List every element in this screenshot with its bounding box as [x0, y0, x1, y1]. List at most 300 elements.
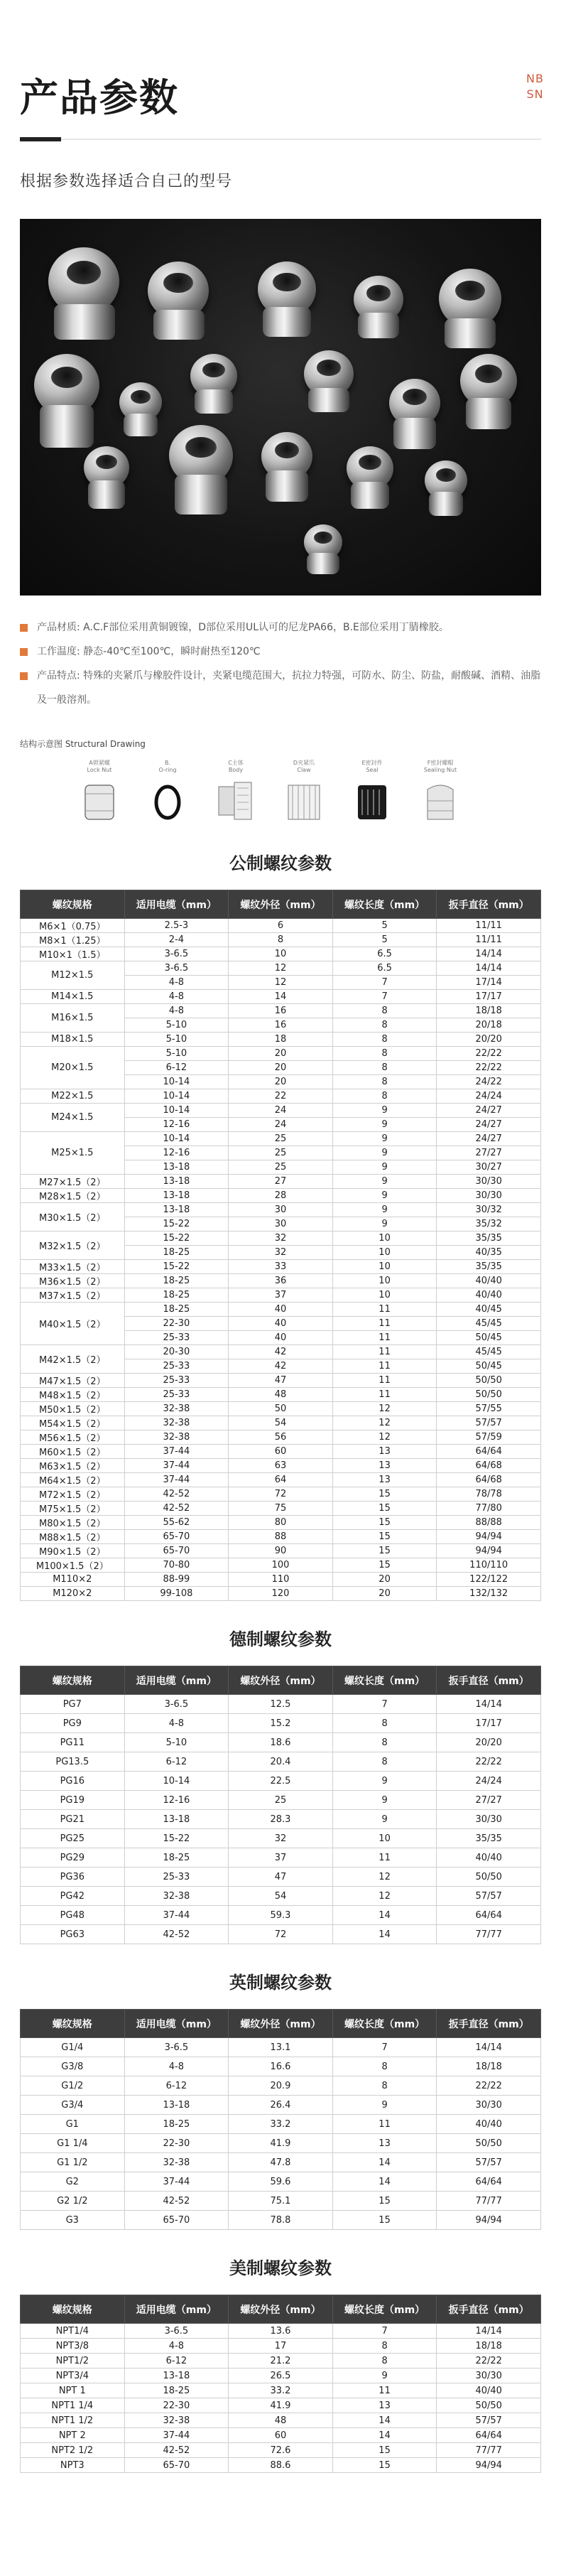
header-divider [20, 139, 541, 140]
part-code: D夹紧爪 [293, 760, 315, 766]
cable-range-cell: 4-8 [124, 1004, 229, 1018]
outer-diameter-cell: 56 [229, 1430, 333, 1445]
cable-range-cell: 25-33 [124, 1359, 229, 1374]
wrench-size-cell: 94/94 [437, 2211, 541, 2230]
bullet-icon [20, 648, 28, 656]
column-header: 适用电缆（mm） [124, 890, 229, 919]
cable-range-cell: 18-25 [124, 2383, 229, 2398]
table-row [21, 1925, 541, 1944]
table-row [21, 961, 541, 976]
outer-diameter-cell: 75 [229, 1502, 333, 1516]
structure-drawing [0, 712, 561, 825]
outer-diameter-cell: 32 [229, 1246, 333, 1260]
outer-diameter-cell: 26.4 [229, 2096, 333, 2115]
claw-icon [284, 780, 324, 825]
column-header: 螺纹规格 [21, 2010, 125, 2038]
wrench-size-cell: 77/80 [437, 1502, 541, 1516]
cable-range-cell: 25-33 [124, 1331, 229, 1345]
wrench-size-cell: 50/50 [437, 1868, 541, 1887]
cable-range-cell: 10-14 [124, 1772, 229, 1791]
cable-range-cell: 42-52 [124, 1925, 229, 1944]
wrench-size-cell: 77/77 [437, 2192, 541, 2211]
cable-range-cell: 55-62 [124, 1516, 229, 1530]
table-row [21, 919, 541, 933]
table-row [21, 1189, 541, 1203]
thread-spec-cell: PG16 [21, 1772, 125, 1791]
cable-range-cell: 13-18 [124, 1189, 229, 1203]
wrench-size-cell: 22/22 [437, 1061, 541, 1075]
wrench-size-cell: 94/94 [437, 1530, 541, 1544]
table-row [21, 2398, 541, 2413]
thread-length-cell: 9 [332, 1132, 437, 1146]
cable-range-cell: 4-8 [124, 2339, 229, 2354]
cable-range-cell: 5-10 [124, 1018, 229, 1033]
wrench-size-cell: 64/68 [437, 1459, 541, 1473]
thread-spec-cell: PG48 [21, 1906, 125, 1925]
thread-spec-cell: PG13.5 [21, 1752, 125, 1772]
thread-length-cell: 11 [332, 1317, 437, 1331]
outer-diameter-cell: 33.2 [229, 2383, 333, 2398]
outer-diameter-cell: 26.5 [229, 2368, 333, 2383]
thread-length-cell: 7 [332, 1695, 437, 1714]
table-row [21, 1829, 541, 1848]
column-header: 扳手直径（mm） [437, 1666, 541, 1695]
outer-diameter-cell: 100 [229, 1558, 333, 1573]
thread-spec-cell: NPT1/4 [21, 2324, 125, 2339]
thread-spec-cell: M47×1.5（2） [21, 1374, 125, 1388]
table-row [21, 1906, 541, 1925]
seal-icon [352, 780, 392, 825]
cable-range-cell: 10-14 [124, 1089, 229, 1104]
thread-length-cell: 11 [332, 1848, 437, 1868]
cable-gland-image [266, 470, 308, 502]
outer-diameter-cell: 37 [229, 1288, 333, 1303]
wrench-size-cell: 24/27 [437, 1132, 541, 1146]
table-row [21, 1274, 541, 1288]
wrench-size-cell: 17/14 [437, 976, 541, 990]
thread-spec-cell: M54×1.5（2） [21, 1416, 125, 1430]
cable-range-cell: 12-16 [124, 1118, 229, 1132]
cable-gland-image [466, 398, 511, 429]
thread-spec-cell: M110×2 [21, 1573, 125, 1587]
feature-tag: 产品材质: [37, 622, 80, 633]
table-row [21, 1530, 541, 1544]
thread-spec-cell: NPT1/2 [21, 2354, 125, 2368]
metric-section-title: 公制螺纹参数 [229, 853, 332, 873]
body-icon [216, 780, 256, 825]
outer-diameter-cell: 72.6 [229, 2443, 333, 2458]
table-row [21, 1388, 541, 1402]
column-header: 扳手直径（mm） [437, 2295, 541, 2324]
wrench-size-cell: 50/50 [437, 1374, 541, 1388]
cable-range-cell: 10-14 [124, 1132, 229, 1146]
part-code: C主体 [228, 760, 244, 766]
thread-spec-cell: M14×1.5 [21, 990, 125, 1004]
cable-range-cell: 5-10 [124, 1033, 229, 1047]
cable-range-cell: 3-6.5 [124, 1695, 229, 1714]
thread-length-cell: 7 [332, 2038, 437, 2057]
thread-length-cell: 12 [332, 1887, 437, 1906]
page-bottom-spacer [0, 2473, 561, 2487]
wrench-size-cell: 40/40 [437, 2383, 541, 2398]
feature-text: A.C.F部位采用黄铜镀镍，D部位采用UL认可的尼龙PA66，B.E部位采用丁腈橡胶。 [83, 622, 449, 633]
thread-length-cell: 15 [332, 1487, 437, 1502]
feature-tag: 产品特点: [37, 670, 80, 681]
table-row [21, 2172, 541, 2192]
outer-diameter-cell: 10 [229, 947, 333, 961]
table-row [21, 2153, 541, 2172]
wrench-size-cell: 18/18 [437, 1004, 541, 1018]
table-row [21, 2076, 541, 2096]
cable-range-cell: 6-12 [124, 1061, 229, 1075]
part-en: Seal [366, 767, 378, 773]
outer-diameter-cell: 16 [229, 1018, 333, 1033]
thread-length-cell: 9 [332, 1189, 437, 1203]
table-row [21, 1573, 541, 1587]
cable-range-cell: 15-22 [124, 1232, 229, 1246]
cable-range-cell: 18-25 [124, 2115, 229, 2134]
wrench-size-cell: 40/40 [437, 2115, 541, 2134]
outer-diameter-cell: 24 [229, 1104, 333, 1118]
thread-length-cell: 11 [332, 1345, 437, 1359]
table-row [21, 1232, 541, 1246]
outer-diameter-cell: 12 [229, 961, 333, 976]
thread-length-cell: 5 [332, 919, 437, 933]
thread-spec-cell: M80×1.5（2） [21, 1516, 125, 1530]
column-header: 螺纹外径（mm） [229, 2010, 333, 2038]
table-row [21, 2383, 541, 2398]
thread-spec-cell: PG29 [21, 1848, 125, 1868]
outer-diameter-cell: 75.1 [229, 2192, 333, 2211]
thread-length-cell: 20 [332, 1587, 437, 1601]
wrench-size-cell: 24/22 [437, 1075, 541, 1089]
table-row [21, 1260, 541, 1274]
wrench-size-cell: 64/68 [437, 1473, 541, 1487]
cable-range-cell: 12-16 [124, 1791, 229, 1810]
wrench-size-cell: 18/18 [437, 2057, 541, 2076]
thread-spec-cell: M28×1.5（2） [21, 1189, 125, 1203]
feature-text: 静态-40℃至100℃，瞬时耐热至120℃ [83, 646, 261, 657]
table-row [21, 1714, 541, 1733]
table-row [21, 2368, 541, 2383]
cable-range-cell: 2-4 [124, 933, 229, 947]
cable-gland-image [54, 304, 115, 340]
wrench-size-cell: 94/94 [437, 1544, 541, 1558]
outer-diameter-cell: 40 [229, 1331, 333, 1345]
wrench-size-cell: 50/45 [437, 1331, 541, 1345]
outer-diameter-cell: 48 [229, 2413, 333, 2428]
wrench-size-cell: 64/64 [437, 1445, 541, 1459]
table-header-row [21, 2295, 541, 2324]
thread-length-cell: 14 [332, 1925, 437, 1944]
outer-diameter-cell: 48 [229, 1388, 333, 1402]
thread-length-cell: 14 [332, 2172, 437, 2192]
cable-range-cell: 42-52 [124, 2443, 229, 2458]
thread-length-cell: 8 [332, 1089, 437, 1104]
outer-diameter-cell: 17 [229, 2339, 333, 2354]
thread-spec-cell: M18×1.5 [21, 1033, 125, 1047]
cable-gland-image [358, 313, 399, 338]
wrench-size-cell: 110/110 [437, 1558, 541, 1573]
thread-length-cell: 11 [332, 1374, 437, 1388]
table-row [21, 2115, 541, 2134]
thread-length-cell: 15 [332, 1558, 437, 1573]
cable-range-cell: 65-70 [124, 1530, 229, 1544]
cable-range-cell: 4-8 [124, 1714, 229, 1733]
wrench-size-cell: 14/14 [437, 961, 541, 976]
cable-gland-image [88, 480, 125, 509]
cable-range-cell: 3-6.5 [124, 2324, 229, 2339]
thread-length-cell: 13 [332, 1473, 437, 1487]
feature-text: 特殊的夹紧爪与橡胶件设计，夹紧电缆范围大，抗拉力特强，可防水、防尘、防盐，耐酸碱、酒精、油脂及一般溶剂。 [37, 670, 541, 706]
table-row [21, 1288, 541, 1303]
table-row [21, 1695, 541, 1714]
outer-diameter-cell: 18 [229, 1033, 333, 1047]
outer-diameter-cell: 47 [229, 1868, 333, 1887]
outer-diameter-cell: 47.8 [229, 2153, 333, 2172]
wrench-size-cell: 35/35 [437, 1260, 541, 1274]
thread-length-cell: 9 [332, 2096, 437, 2115]
wrench-size-cell: 64/64 [437, 2428, 541, 2443]
table-row [21, 1487, 541, 1502]
wrench-size-cell: 64/64 [437, 1906, 541, 1925]
thread-length-cell: 12 [332, 1416, 437, 1430]
outer-diameter-cell: 80 [229, 1516, 333, 1530]
table-row [21, 1887, 541, 1906]
outer-diameter-cell: 41.9 [229, 2134, 333, 2153]
thread-length-cell: 12 [332, 1868, 437, 1887]
brand-mark [526, 71, 544, 102]
cable-gland-image [445, 318, 496, 348]
table-row [21, 1516, 541, 1530]
cable-range-cell: 13-18 [124, 1175, 229, 1189]
cable-range-cell: 32-38 [124, 1402, 229, 1416]
wrench-size-cell: 27/27 [437, 1791, 541, 1810]
cable-range-cell: 4-8 [124, 990, 229, 1004]
thread-spec-cell: PG9 [21, 1714, 125, 1733]
table-row [21, 1033, 541, 1047]
wrench-size-cell: 78/78 [437, 1487, 541, 1502]
thread-length-cell: 8 [332, 2076, 437, 2096]
cable-gland-image [195, 389, 233, 414]
outer-diameter-cell: 60 [229, 2428, 333, 2443]
thread-length-cell: 8 [332, 2057, 437, 2076]
outer-diameter-cell: 14 [229, 990, 333, 1004]
thread-length-cell: 13 [332, 1445, 437, 1459]
thread-spec-cell: NPT3/4 [21, 2368, 125, 2383]
outer-diameter-cell: 78.8 [229, 2211, 333, 2230]
thread-spec-cell: M75×1.5（2） [21, 1502, 125, 1516]
cable-range-cell: 15-22 [124, 1260, 229, 1274]
table-row [21, 1345, 541, 1359]
table-row [21, 1544, 541, 1558]
table-row [21, 1868, 541, 1887]
table-row [21, 1416, 541, 1430]
table-row [21, 2324, 541, 2339]
sealing-nut-icon [420, 780, 460, 825]
thread-length-cell: 8 [332, 1033, 437, 1047]
thread-spec-cell: M30×1.5（2） [21, 1203, 125, 1232]
thread-spec-cell: M10×1（1.5） [21, 947, 125, 961]
thread-length-cell: 9 [332, 1146, 437, 1160]
thread-length-cell: 6.5 [332, 947, 437, 961]
cable-gland-image [40, 405, 94, 448]
wrench-size-cell: 24/27 [437, 1104, 541, 1118]
wrench-size-cell: 24/24 [437, 1772, 541, 1791]
wrench-size-cell: 14/14 [437, 2324, 541, 2339]
outer-diameter-cell: 72 [229, 1925, 333, 1944]
thread-spec-cell: M100×1.5（2） [21, 1558, 125, 1573]
thread-spec-cell: NPT1 1/2 [21, 2413, 125, 2428]
table-header-row [21, 1666, 541, 1695]
cable-range-cell: 13-18 [124, 2368, 229, 2383]
cable-range-cell: 25-33 [124, 1374, 229, 1388]
npt-section-title: 美制螺纹参数 [229, 2258, 332, 2278]
thread-spec-cell: PG19 [21, 1791, 125, 1810]
thread-spec-cell: PG7 [21, 1695, 125, 1714]
cable-range-cell: 37-44 [124, 1445, 229, 1459]
cable-range-cell: 13-18 [124, 1203, 229, 1217]
outer-diameter-cell: 21.2 [229, 2354, 333, 2368]
thread-length-cell: 8 [332, 2354, 437, 2368]
column-header: 扳手直径（mm） [437, 2010, 541, 2038]
thread-length-cell: 8 [332, 1047, 437, 1061]
cable-range-cell: 5-10 [124, 1047, 229, 1061]
wrench-size-cell: 57/59 [437, 1430, 541, 1445]
table-row [21, 1089, 541, 1104]
cable-gland-image [393, 418, 436, 449]
wrench-size-cell: 14/14 [437, 1695, 541, 1714]
part-body [213, 760, 258, 825]
npt-thread-table [20, 2295, 541, 2473]
table-row [21, 1047, 541, 1061]
thread-length-cell: 10 [332, 1246, 437, 1260]
thread-length-cell: 9 [332, 1203, 437, 1217]
thread-length-cell: 15 [332, 1516, 437, 1530]
thread-length-cell: 9 [332, 1160, 437, 1175]
thread-spec-cell: G1 1/4 [21, 2134, 125, 2153]
thread-spec-cell: M8×1（1.25） [21, 933, 125, 947]
table-row [21, 1303, 541, 1317]
wrench-size-cell: 30/27 [437, 1160, 541, 1175]
outer-diameter-cell: 88 [229, 1530, 333, 1544]
cable-gland-image [307, 553, 339, 574]
wrench-size-cell: 40/40 [437, 1848, 541, 1868]
thread-length-cell: 10 [332, 1274, 437, 1288]
thread-length-cell: 9 [332, 1175, 437, 1189]
cable-range-cell: 6-12 [124, 2354, 229, 2368]
cable-range-cell: 42-52 [124, 1487, 229, 1502]
part-code: F密封螺帽 [427, 760, 454, 766]
table-row [21, 1459, 541, 1473]
table-row [21, 2443, 541, 2458]
thread-length-cell: 8 [332, 1061, 437, 1075]
wrench-size-cell: 77/77 [437, 2443, 541, 2458]
cable-range-cell: 6-12 [124, 2076, 229, 2096]
part-sealing-nut [418, 760, 463, 825]
outer-diameter-cell: 30 [229, 1217, 333, 1232]
part-en: Sealing Nut [423, 767, 457, 773]
table-row [21, 2096, 541, 2115]
wrench-size-cell: 20/20 [437, 1033, 541, 1047]
cable-range-cell: 18-25 [124, 1274, 229, 1288]
cable-range-cell: 65-70 [124, 1544, 229, 1558]
column-header: 螺纹外径（mm） [229, 2295, 333, 2324]
outer-diameter-cell: 22 [229, 1089, 333, 1104]
table-row [21, 2354, 541, 2368]
wrench-size-cell: 88/88 [437, 1516, 541, 1530]
cable-range-cell: 20-30 [124, 1345, 229, 1359]
wrench-size-cell: 30/32 [437, 1203, 541, 1217]
part-en: Lock Nut [87, 767, 112, 773]
cable-gland-image [429, 492, 463, 516]
thread-spec-cell: M20×1.5 [21, 1047, 125, 1089]
page-title: 产品参数 [20, 75, 179, 120]
column-header: 螺纹规格 [21, 890, 125, 919]
cable-range-cell: 65-70 [124, 2211, 229, 2230]
thread-length-cell: 15 [332, 2192, 437, 2211]
outer-diameter-cell: 90 [229, 1544, 333, 1558]
outer-diameter-cell: 20.4 [229, 1752, 333, 1772]
wrench-size-cell: 27/27 [437, 1146, 541, 1160]
cable-range-cell: 3-6.5 [124, 2038, 229, 2057]
wrench-size-cell: 57/57 [437, 1887, 541, 1906]
outer-diameter-cell: 13.6 [229, 2324, 333, 2339]
thread-spec-cell: M50×1.5（2） [21, 1402, 125, 1416]
thread-spec-cell: M63×1.5（2） [21, 1459, 125, 1473]
cable-range-cell: 37-44 [124, 1459, 229, 1473]
table-row [21, 1402, 541, 1416]
column-header: 扳手直径（mm） [437, 890, 541, 919]
wrench-size-cell: 22/22 [437, 1047, 541, 1061]
table-row [21, 2211, 541, 2230]
table-row [21, 2428, 541, 2443]
wrench-size-cell: 17/17 [437, 1714, 541, 1733]
part-claw [281, 760, 327, 825]
part-code: B. [164, 760, 170, 766]
thread-length-cell: 14 [332, 2153, 437, 2172]
part-o-ring [145, 760, 190, 825]
table-row [21, 2134, 541, 2153]
table-row [21, 1587, 541, 1601]
wrench-size-cell: 40/40 [437, 1274, 541, 1288]
thread-spec-cell: M32×1.5（2） [21, 1232, 125, 1260]
thread-spec-cell: M88×1.5（2） [21, 1530, 125, 1544]
outer-diameter-cell: 25 [229, 1791, 333, 1810]
column-header: 螺纹长度（mm） [332, 890, 437, 919]
cable-range-cell: 70-80 [124, 1558, 229, 1573]
thread-length-cell: 11 [332, 2115, 437, 2134]
thread-spec-cell: M27×1.5（2） [21, 1175, 125, 1189]
part-en: O-ring [158, 767, 177, 773]
thread-length-cell: 11 [332, 1303, 437, 1317]
thread-spec-cell: G2 1/2 [21, 2192, 125, 2211]
part-seal [349, 760, 395, 825]
thread-spec-cell: G1 [21, 2115, 125, 2134]
thread-length-cell: 6.5 [332, 961, 437, 976]
wrench-size-cell: 24/27 [437, 1118, 541, 1132]
thread-spec-cell: M25×1.5 [21, 1132, 125, 1175]
thread-length-cell: 13 [332, 1459, 437, 1473]
wrench-size-cell: 132/132 [437, 1587, 541, 1601]
thread-spec-cell: M90×1.5（2） [21, 1544, 125, 1558]
thread-spec-cell: NPT3/8 [21, 2339, 125, 2354]
thread-length-cell: 15 [332, 2211, 437, 2230]
thread-spec-cell: PG21 [21, 1810, 125, 1829]
table-row [21, 2057, 541, 2076]
thread-spec-cell: G1/2 [21, 2076, 125, 2096]
thread-spec-cell: PG25 [21, 1829, 125, 1848]
